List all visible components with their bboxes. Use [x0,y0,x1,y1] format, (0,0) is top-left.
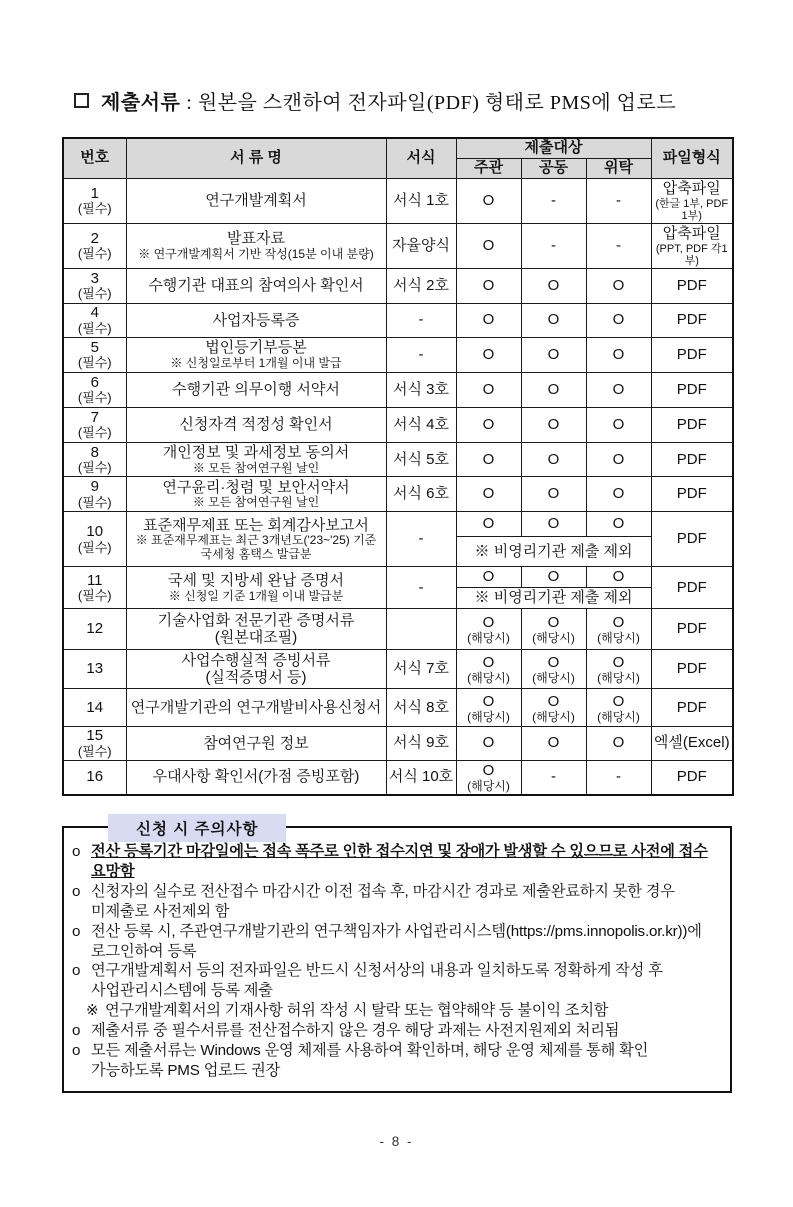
doc-format: 서식 10호 [386,760,456,795]
target-owner: O [456,727,521,760]
exempt-note: ※ 비영리기관 제출 제외 [456,537,651,567]
table-row [63,372,733,407]
doc-number: 14 [63,689,126,727]
target-consign: - [586,760,651,795]
file-format: 엑셀(Excel) [651,727,733,760]
target-consign: - [586,223,651,268]
target-joint: - [521,760,586,795]
doc-name: 법인등기부등본 ※ 신청일로부터 1개월 이내 발급 [126,337,386,372]
target-joint: O [521,477,586,512]
target-joint: O (해당시) [521,650,586,689]
table-header-row [63,138,733,158]
doc-format: - [386,567,456,609]
doc-name: 사업자등록증 [126,303,386,337]
doc-name: 연구윤리·청렴 및 보안서약서 ※ 모든 참여연구원 날인 [126,477,386,512]
file-format: PDF [651,512,733,567]
target-owner: O (해당시) [456,609,521,650]
doc-name: 개인정보 및 과세정보 동의서 ※ 모든 참여연구원 날인 [126,442,386,476]
doc-format [386,609,456,650]
target-consign: O [586,477,651,512]
table-row [63,727,733,760]
target-consign: O (해당시) [586,609,651,650]
target-consign: O [586,512,651,537]
target-joint: O [521,268,586,303]
target-consign: O [586,407,651,442]
bullet-marker: o [72,962,81,980]
doc-name: 신청자격 적정성 확인서 [126,407,386,442]
file-format: PDF [651,760,733,795]
doc-number: 3 (필수) [63,268,126,303]
caution-item: o 제출서류 중 필수서류를 전산접수하지 않은 경우 해당 과제는 사전지원제외 처리됨 [72,1022,620,1040]
table-row [63,407,733,442]
exempt-note: ※ 비영리기관 제출 제외 [456,588,651,609]
cautions-box-title: 신청 시 주의사항 [108,814,286,842]
file-format: PDF [651,567,733,609]
doc-number: 8 (필수) [63,442,126,476]
file-format: PDF [651,407,733,442]
table-row [63,512,733,537]
file-format: PDF [651,609,733,650]
doc-name: 참여연구원 정보 [126,727,386,760]
doc-number: 4 (필수) [63,303,126,337]
col-header-consign: 위탁 [586,158,651,178]
table-row [63,303,733,337]
doc-format: 서식 2호 [386,268,456,303]
reference-marker: ※ [86,1002,99,1020]
table-row [63,268,733,303]
file-format: PDF [651,477,733,512]
file-format: 압축파일 (한글 1부, PDF 1부) [651,178,733,223]
doc-number: 11 (필수) [63,567,126,609]
doc-name: 수행기관 의무이행 서약서 [126,372,386,407]
col-header-no: 번호 [63,138,126,178]
file-format: PDF [651,689,733,727]
page-title [74,86,793,115]
doc-name: 발표자료 ※ 연구개발계획서 기반 작성(15분 이내 분량) [126,223,386,268]
application-cautions-box [62,821,732,1093]
caution-item: o 연구개발계획서 등의 전자파일은 반드시 신청서상의 내용과 일치하도록 정확하게 작성 후 사업관리시스템에 등록 제출 [72,962,663,1000]
target-joint: O [521,407,586,442]
doc-format: 자율양식 [386,223,456,268]
target-consign: O (해당시) [586,650,651,689]
table-row [63,689,733,727]
target-consign: O [586,442,651,476]
doc-name: 표준재무제표 또는 회계감사보고서 ※ 표준재무제표는 최근 3개년도('23~'25) 기준 국세청 홈택스 발급분 [126,512,386,567]
doc-format: 서식 8호 [386,689,456,727]
bullet-marker: o [72,843,81,860]
target-joint: O (해당시) [521,689,586,727]
table-row [63,442,733,476]
doc-number: 1 (필수) [63,178,126,223]
doc-name: 국세 및 지방세 완납 증명서 ※ 신청일 기준 1개월 이내 발급분 [126,567,386,609]
target-joint: O [521,512,586,537]
target-joint: O [521,337,586,372]
col-header-format: 서식 [386,138,456,178]
table-row [63,567,733,588]
bullet-marker: o [72,882,81,900]
documents-table [62,137,734,796]
table-row [63,337,733,372]
file-format: PDF [651,650,733,689]
doc-format: 서식 3호 [386,372,456,407]
bullet-marker: o [72,922,81,940]
table-row [63,477,733,512]
doc-number: 2 (필수) [63,223,126,268]
doc-format: - [386,337,456,372]
target-owner: O (해당시) [456,760,521,795]
caution-item: o 전산 등록기간 마감일에는 접속 폭주로 인한 접수지연 및 장애가 발생할 수 있으므로 사전에 접수 요망함 [72,843,708,880]
doc-format: 서식 4호 [386,407,456,442]
col-header-doc-name: 서 류 명 [126,138,386,178]
doc-number: 16 [63,760,126,795]
table-row [63,760,733,795]
doc-format: 서식 9호 [386,727,456,760]
target-consign: O [586,268,651,303]
doc-number: 5 (필수) [63,337,126,372]
doc-format: 서식 7호 [386,650,456,689]
target-owner: O [456,303,521,337]
table-row [63,609,733,650]
bullet-marker: o [72,1022,81,1040]
doc-name: 연구개발계획서 [126,178,386,223]
caution-subitem: ※ 연구개발계획서의 기재사항 허위 작성 시 탈락 또는 협약해약 등 불이익 조치함 [86,1002,609,1020]
title-keyword: 제출서류 [101,92,181,114]
target-consign: O [586,727,651,760]
target-owner: O (해당시) [456,650,521,689]
target-joint: O (해당시) [521,609,586,650]
target-joint: O [521,303,586,337]
target-consign: O [586,567,651,588]
col-header-owner: 주관 [456,158,521,178]
target-consign: O [586,303,651,337]
doc-name: 수행기관 대표의 참여의사 확인서 [126,268,386,303]
page-number: - 8 - [379,1134,414,1149]
caution-item: o 전산 등록 시, 주관연구개발기관의 연구책임자가 사업관리시스템(https://pms.innopolis.or.kr))에 로그인하여 등록 [72,922,702,960]
target-owner: O [456,223,521,268]
target-owner: O (해당시) [456,689,521,727]
caution-item: o 신청자의 실수로 전산접수 마감시간 이전 접속 후, 마감시간 경과로 제출완료하지 못한 경우 미제출로 사전제외 함 [72,882,675,920]
bullet-marker: o [72,1042,81,1060]
file-format: PDF [651,303,733,337]
doc-number: 15 (필수) [63,727,126,760]
col-header-target-group: 제출대상 [456,138,651,158]
doc-name: 우대사항 확인서(가점 증빙포함) [126,760,386,795]
target-consign: O (해당시) [586,689,651,727]
target-owner: O [456,477,521,512]
doc-format: 서식 6호 [386,477,456,512]
table-row [63,650,733,689]
target-consign: O [586,372,651,407]
col-header-file-format: 파일형식 [651,138,733,178]
target-joint: - [521,223,586,268]
doc-name: 연구개발기관의 연구개발비사용신청서 [126,689,386,727]
col-header-joint: 공동 [521,158,586,178]
doc-number: 13 [63,650,126,689]
doc-number: 9 (필수) [63,477,126,512]
doc-format: - [386,512,456,567]
target-consign: O [586,337,651,372]
table-row [63,223,733,268]
target-consign: - [586,178,651,223]
file-format: 압축파일 (PPT, PDF 각1부) [651,223,733,268]
doc-name: 기술사업화 전문기관 증명서류 (원본대조필) [126,609,386,650]
caution-item: o 모든 제출서류는 Windows 운영 체제를 사용하여 확인하며, 해당 운영 체제를 통해 확인 가능하도록 PMS 업로드 권장 [72,1042,649,1079]
target-owner: O [456,337,521,372]
target-joint: O [521,567,586,588]
file-format: PDF [651,372,733,407]
file-format: PDF [651,337,733,372]
target-joint: O [521,727,586,760]
target-owner: O [456,178,521,223]
file-format: PDF [651,442,733,476]
target-owner: O [456,407,521,442]
target-owner: O [456,442,521,476]
target-joint: O [521,442,586,476]
doc-format: 서식 5호 [386,442,456,476]
doc-format: - [386,303,456,337]
target-owner: O [456,372,521,407]
target-owner: O [456,268,521,303]
doc-name: 사업수행실적 증빙서류 (실적증명서 등) [126,650,386,689]
doc-number: 7 (필수) [63,407,126,442]
doc-format: 서식 1호 [386,178,456,223]
doc-number: 6 (필수) [63,372,126,407]
target-joint: - [521,178,586,223]
target-joint: O [521,372,586,407]
target-owner: O [456,512,521,537]
doc-number: 12 [63,609,126,650]
target-owner: O [456,567,521,588]
checkbox-square-icon [74,93,89,108]
file-format: PDF [651,268,733,303]
table-row [63,178,733,223]
title-description: : 원본을 스캔하여 전자파일(PDF) 형태로 PMS에 업로드 [186,92,677,114]
doc-number: 10 (필수) [63,512,126,567]
